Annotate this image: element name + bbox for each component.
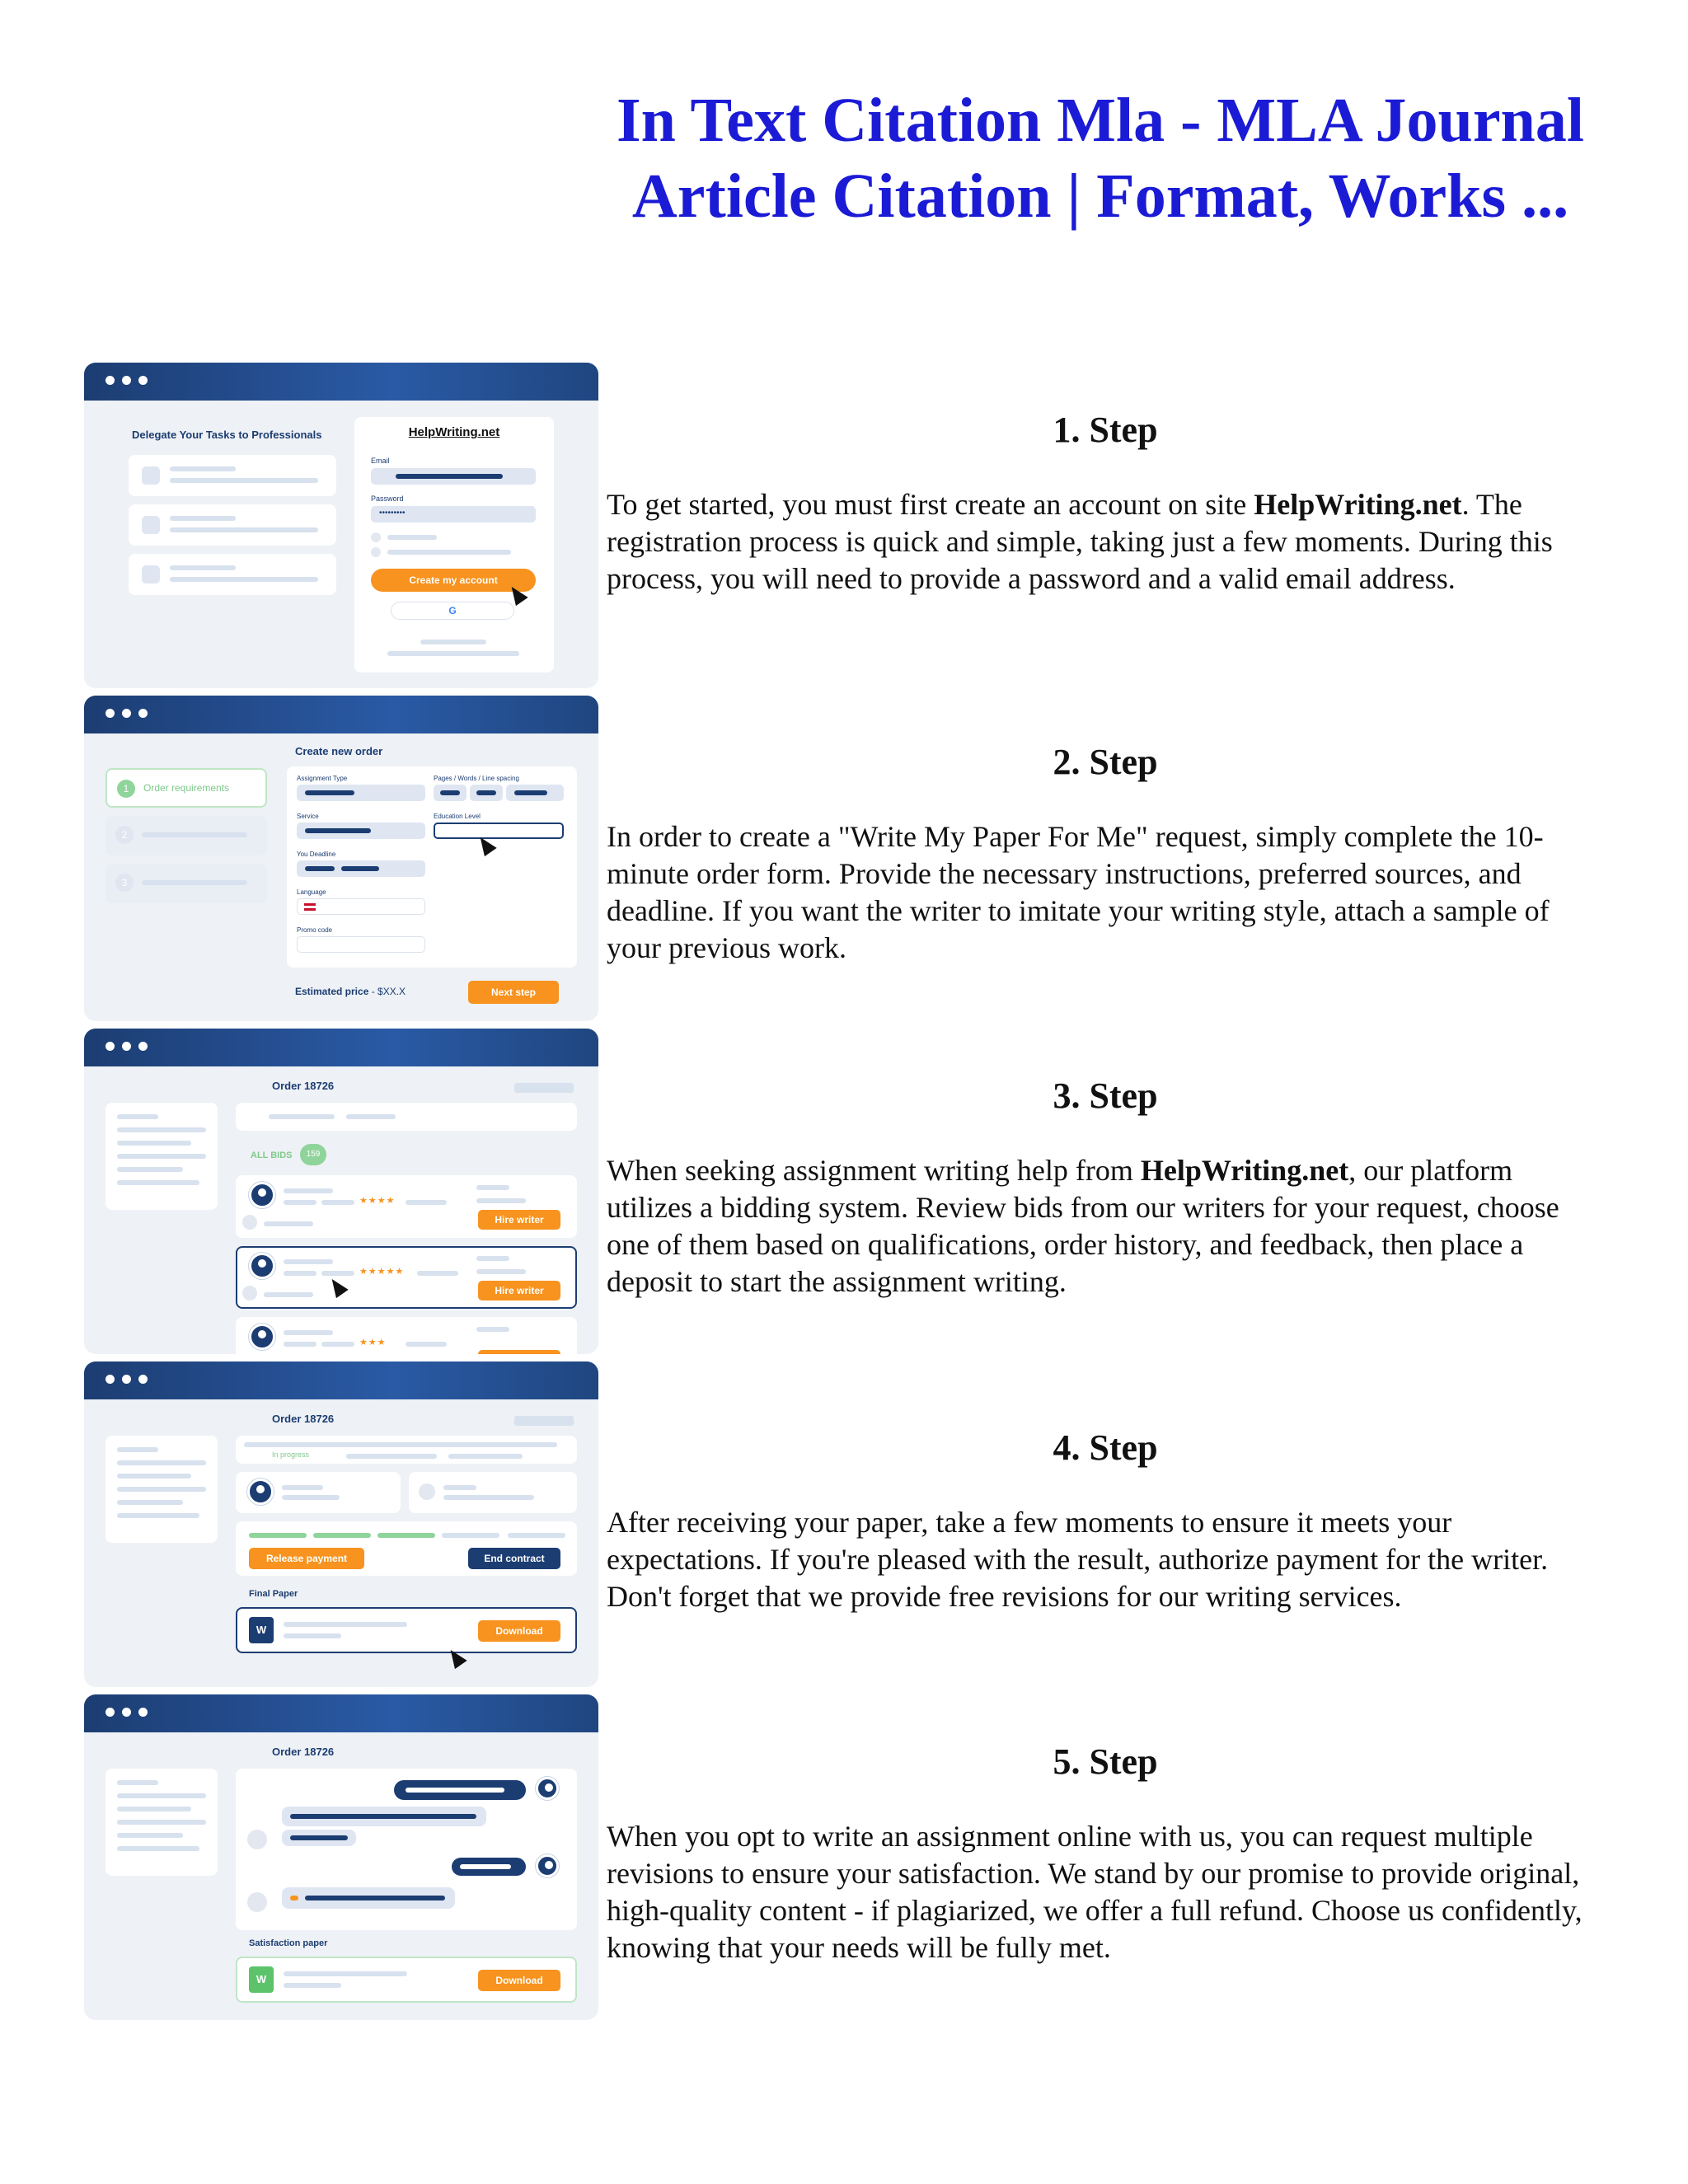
bid-card[interactable] xyxy=(236,1317,577,1354)
customer-avatar xyxy=(247,1892,267,1912)
message-received xyxy=(282,1830,356,1846)
word-document-icon: W xyxy=(249,1617,274,1643)
rating-stars: ★★★★★ xyxy=(359,1267,405,1277)
order-form: Assignment Type Pages / Words / Line spacing Service Education Level You Deadline Language Promo code xyxy=(287,766,577,968)
education-level-select[interactable] xyxy=(434,823,564,839)
step-3-text: When seeking assignment writing help from HelpWriting.net, our platform utilizes a bidding system. Review bids from our writers for your request, choose one of them based on qualifications, order history, and feedback, then place a deposit to start the assignment writing. xyxy=(607,1154,1559,1298)
step-5-text: When you opt to write an assignment online with us, you can request multiple revisions to ensure your satisfaction. We stand by our promise to provide original, high-quality content - if plagiarized, we offer a full refund. Choose us confidently, knowing that your needs will be fully met. xyxy=(607,1820,1582,1964)
writer-avatar xyxy=(536,1854,559,1877)
brand-logo: HelpWriting.net xyxy=(408,425,500,439)
final-paper-card[interactable] xyxy=(236,1607,577,1653)
hire-writer-button[interactable]: Hire writer xyxy=(478,1210,560,1230)
step-2 xyxy=(607,739,1604,967)
satisfaction-paper-card[interactable] xyxy=(236,1957,577,2003)
message-sent xyxy=(394,1780,526,1800)
order-step-2[interactable]: 2 xyxy=(106,816,267,855)
window-titlebar xyxy=(84,1694,598,1732)
writer-avatar xyxy=(249,1182,275,1208)
customer-card xyxy=(409,1472,577,1513)
writer-avatar xyxy=(249,1253,275,1279)
window-titlebar xyxy=(84,1029,598,1066)
feature-card xyxy=(129,455,336,496)
rating-stars: ★★★★ xyxy=(359,1196,396,1206)
bid-card-selected[interactable] xyxy=(236,1246,577,1309)
brand-link[interactable]: HelpWriting.net xyxy=(1254,488,1462,521)
assignment-type-select[interactable] xyxy=(297,785,425,801)
chat-panel xyxy=(236,1769,577,1930)
bid-card[interactable] xyxy=(236,1175,577,1238)
sidebar xyxy=(106,1769,218,1876)
hire-writer-button[interactable]: Hire writer xyxy=(478,1281,560,1301)
message-sent xyxy=(452,1858,526,1876)
order-step-1[interactable]: 1 Order requirements xyxy=(106,768,267,808)
next-step-button[interactable]: Next step xyxy=(468,981,559,1004)
bids-screenshot xyxy=(84,1029,598,1354)
google-signin-button[interactable] xyxy=(391,602,514,620)
checkbox[interactable] xyxy=(371,532,381,542)
order-number: Order 18726 xyxy=(272,1413,335,1425)
step-3-heading: 3. Step xyxy=(1053,1076,1158,1116)
google-icon: G xyxy=(448,605,457,616)
progress-screenshot xyxy=(84,1361,598,1687)
delegate-heading: Delegate Your Tasks to Professionals xyxy=(132,429,322,441)
checkbox[interactable] xyxy=(371,547,381,557)
step-1-heading: 1. Step xyxy=(1053,410,1158,450)
window-titlebar xyxy=(84,1361,598,1399)
writer-avatar xyxy=(536,1777,559,1800)
order-step-label: Order requirements xyxy=(143,782,230,794)
download-button[interactable]: Download xyxy=(478,1970,560,1991)
create-account-button[interactable]: Create my account xyxy=(371,569,536,592)
brand-link[interactable]: HelpWriting.net xyxy=(1140,1154,1349,1187)
order-step-3[interactable]: 3 xyxy=(106,864,267,903)
window-titlebar xyxy=(84,363,598,401)
step-2-heading: 2. Step xyxy=(1053,742,1158,782)
email-label: Email xyxy=(371,457,390,465)
order-number: Order 18726 xyxy=(272,1080,335,1092)
final-paper-label: Final Paper xyxy=(249,1589,298,1599)
step-1-text: To get started, you must first create an account on site HelpWriting.net. The registration process is quick and simple, taking just a few moments. During this process, you will need to provide a password and a valid email address. xyxy=(607,488,1553,595)
step-4-heading: 4. Step xyxy=(1053,1427,1158,1468)
satisfaction-paper-label: Satisfaction paper xyxy=(249,1938,328,1948)
page-title: In Text Citation Mla - MLA Journal Article Citation | Format, Works ... xyxy=(617,86,1584,231)
step-5-heading: 5. Step xyxy=(1053,1741,1158,1782)
password-label: Password xyxy=(371,494,404,503)
estimated-price: Estimated price - $XX.X xyxy=(295,986,406,997)
promo-code-input[interactable] xyxy=(297,936,425,953)
step-4 xyxy=(607,1425,1604,1615)
step-4-text: After receiving your paper, take a few moments to ensure it meets your expectations. If you're pleased with the result, authorize payment for the writer. Don't forget that we provide free revisions for our writing services. xyxy=(607,1506,1549,1613)
status-badge: In progress xyxy=(272,1451,310,1459)
order-summary xyxy=(236,1436,577,1464)
document-icon: W xyxy=(249,1966,274,1993)
language-select[interactable] xyxy=(297,898,425,915)
download-button[interactable]: Download xyxy=(478,1620,560,1642)
order-number: Order 18726 xyxy=(272,1746,335,1758)
spacing-field[interactable] xyxy=(506,785,564,801)
signup-screenshot xyxy=(84,363,598,688)
order-summary xyxy=(236,1103,577,1131)
sidebar xyxy=(106,1436,218,1543)
email-field[interactable] xyxy=(371,468,536,485)
release-payment-button[interactable]: Release payment xyxy=(249,1548,364,1569)
writer-avatar xyxy=(247,1479,274,1505)
step-2-text: In order to create a "Write My Paper For Me" request, simply complete the 10-minute order form. Provide the necessary instructions, preferred sources, and deadline. If you want the writer to imitate your writing style, attach a sample of your previous work. xyxy=(607,820,1550,964)
message-attachment[interactable] xyxy=(282,1887,455,1909)
customer-avatar xyxy=(247,1830,267,1849)
chat-screenshot xyxy=(84,1694,598,2020)
message-received xyxy=(282,1807,486,1826)
bid-count-badge: 159 xyxy=(300,1144,326,1165)
feature-card xyxy=(129,504,336,546)
step-3 xyxy=(607,1073,1604,1301)
password-field[interactable]: ••••••••• xyxy=(371,506,536,523)
rating-stars: ★★★ xyxy=(359,1338,387,1347)
hire-writer-button[interactable] xyxy=(478,1350,560,1354)
order-form-screenshot xyxy=(84,696,598,1021)
pages-field[interactable] xyxy=(434,785,467,801)
writer-avatar xyxy=(249,1324,275,1350)
window-titlebar xyxy=(84,696,598,733)
words-field[interactable] xyxy=(470,785,503,801)
deadline-field[interactable] xyxy=(297,860,425,877)
create-order-heading: Create new order xyxy=(295,745,383,757)
us-flag-icon xyxy=(304,903,316,911)
all-bids-label: ALL BIDS xyxy=(251,1151,293,1160)
service-select[interactable] xyxy=(297,823,425,839)
feature-card xyxy=(129,554,336,595)
writer-card xyxy=(236,1472,401,1513)
step-5 xyxy=(607,1739,1604,1966)
signup-form xyxy=(354,417,554,673)
step-1 xyxy=(607,407,1604,598)
end-contract-button[interactable]: End contract xyxy=(468,1548,560,1569)
payment-card xyxy=(236,1521,577,1576)
sidebar xyxy=(106,1103,218,1210)
